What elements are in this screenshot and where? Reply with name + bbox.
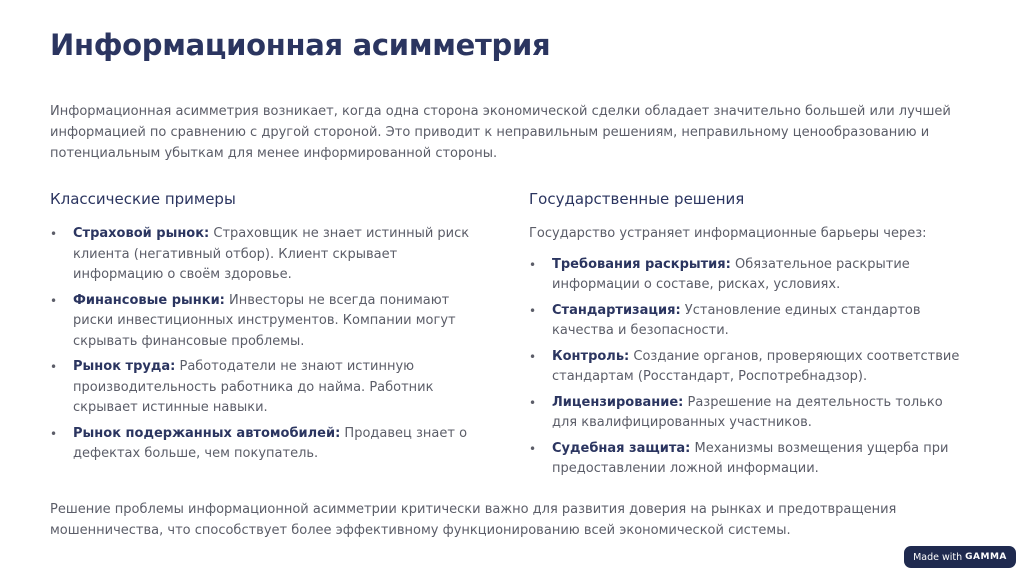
bullet-icon: • (529, 441, 537, 456)
badge-prefix: Made with (913, 551, 963, 563)
item-label: Стандартизация: (552, 302, 681, 318)
item-label: Финансовые рынки: (73, 292, 225, 308)
list-item (529, 347, 969, 388)
gamma-logo-icon: GAMMA (965, 552, 1007, 562)
item-text: Установление единых стандартов качества и безопасности. (552, 302, 921, 338)
item-label: Рынок подержанных автомобилей: (73, 425, 341, 441)
list-item (529, 439, 969, 480)
list-item (529, 301, 969, 342)
bullet-icon: • (529, 303, 537, 318)
list-item (50, 424, 490, 465)
item-label: Лицензирование: (552, 394, 684, 410)
conclusion-paragraph: Решение проблемы информационной асимметрии критически важно для развития доверия на рынках и предотвращения мошенничества, что способствует более эффективному функционированию всей экономической системы. (50, 502, 897, 538)
item-text: Разрешение на деятельность только для квалифицированных участников. (552, 394, 943, 430)
item-label: Контроль: (552, 348, 630, 364)
bullet-icon: • (529, 395, 537, 410)
item-text: Механизмы возмещения ущерба при предоставлении ложной информации. (552, 440, 949, 476)
list-item (50, 224, 490, 286)
item-label: Требования раскрытия: (552, 256, 731, 272)
item-label: Судебная защита: (552, 440, 691, 456)
item-text: Работодатели не знают истинную производительность работника до найма. Работник скрывает истинные навыки. (73, 359, 434, 415)
bullet-icon: • (50, 426, 58, 441)
item-label: Рынок труда: (73, 359, 176, 374)
bullet-icon: • (50, 360, 58, 374)
bullet-icon: • (50, 293, 58, 308)
item-text: Продавец знает о дефектах больше, чем покупатель. (73, 425, 468, 461)
classic-examples-heading: Классические примеры (50, 190, 236, 208)
bullet-icon: • (529, 257, 537, 272)
classic-examples-column (50, 188, 490, 470)
government-solutions-lead: Государство устраняет информационные барьеры через: (529, 226, 927, 241)
list-item (529, 393, 969, 434)
list-item (50, 291, 490, 353)
list-item (529, 255, 969, 296)
item-label: Страховой рынок: (73, 226, 210, 241)
page-title: Информационная асимметрия (50, 28, 551, 62)
bullet-icon: • (50, 227, 58, 241)
item-text: Создание органов, проверяющих соответствие стандартам (Росстандарт, Роспотребнадзор). (552, 348, 960, 384)
item-text: Страховщик не знает истинный риск клиента (негативный отбор). Клиент скрывает информацию о своём здоровье. (73, 226, 470, 282)
government-solutions-list (529, 255, 969, 480)
list-item (50, 357, 490, 419)
made-with-gamma-badge[interactable] (904, 546, 1016, 568)
intro-paragraph: Информационная асимметрия возникает, когда одна сторона экономической сделки обладает значительно большей или лучшей информацией по сравнению с другой стороной. Это приводит к неправильным решениям, неправильному ценообразованию и потенциальным убыткам для менее информированной стороны. (50, 104, 951, 161)
government-solutions-column (529, 188, 969, 485)
classic-examples-list (50, 224, 490, 465)
item-text: Инвесторы не всегда понимают риски инвестиционных инструментов. Компании могут скрывать финансовые проблемы. (73, 292, 456, 349)
bullet-icon: • (529, 349, 537, 364)
government-solutions-heading: Государственные решения (529, 190, 745, 208)
item-text: Обязательное раскрытие информации о составе, рисках, условиях. (552, 256, 910, 292)
